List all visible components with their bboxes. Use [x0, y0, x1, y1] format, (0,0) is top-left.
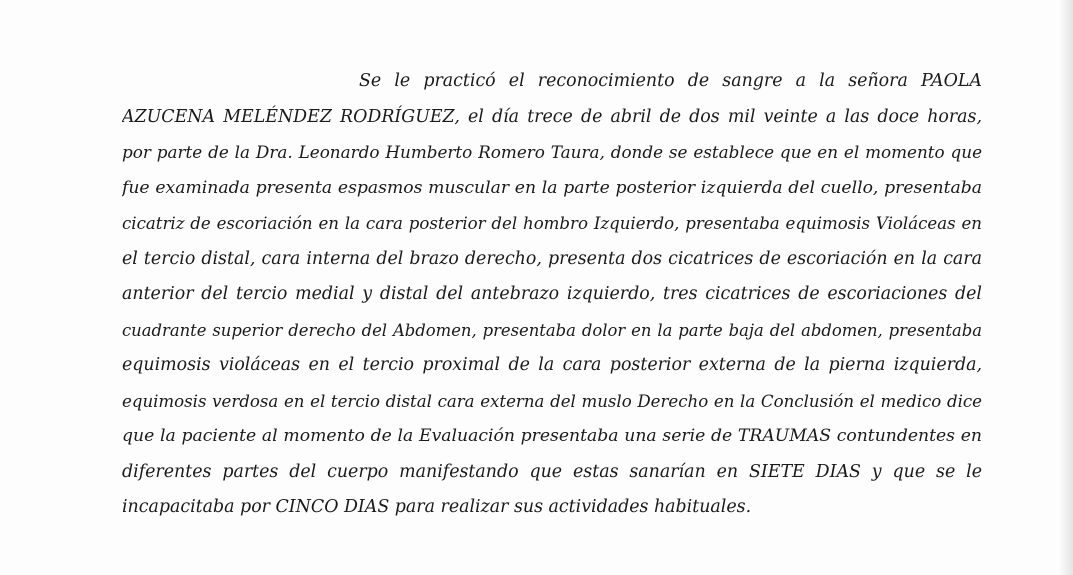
paragraph-line: cicatriz de escoriación en la cara posterior del hombro Izquierdo, presentaba equimosis Violáceas en	[122, 214, 982, 233]
paragraph-line: fue examinada presenta espasmos muscular en la parte posterior izquierda del cuello, presentaba	[122, 177, 982, 198]
paragraph-line: incapacitaba por CINCO DIAS para realizar sus actividades habituales.	[122, 497, 752, 517]
paragraph-line: el tercio distal, cara interna del brazo derecho, presenta dos cicatrices de escoriación en la cara	[122, 248, 982, 269]
paragraph-line: equimosis violáceas en el tercio proximal de la cara posterior externa de la pierna izquierda,	[122, 355, 982, 375]
paragraph-line: equimosis verdosa en el tercio distal cara externa del muslo Derecho en la Conclusión el medico dice	[122, 391, 982, 411]
paragraph-line: AZUCENA MELÉNDEZ RODRÍGUEZ, el día trece de abril de dos mil veinte a las doce horas,	[122, 106, 982, 127]
paragraph-line: cuadrante superior derecho del Abdomen, presentaba dolor en la parte baja del abdomen, presentaba	[122, 320, 982, 340]
paragraph-line: diferentes partes del cuerpo manifestando que estas sanarían en SIETE DIAS y que se le	[122, 461, 982, 482]
paragraph-line: anterior del tercio medial y distal del antebrazo izquierdo, tres cicatrices de escoriaciones del	[122, 284, 982, 304]
paragraph-line: Se le practicó el reconocimiento de sangre a la señora PAOLA	[359, 71, 982, 91]
body-paragraph	[122, 64, 982, 526]
page-edge-shadow	[1059, 0, 1073, 575]
paragraph-line: que la paciente al momento de la Evaluación presentaba una serie de TRAUMAS contundentes en	[122, 426, 982, 446]
paragraph-line: por parte de la Dra. Leonardo Humberto Romero Taura, donde se establece que en el momento que	[122, 142, 982, 162]
